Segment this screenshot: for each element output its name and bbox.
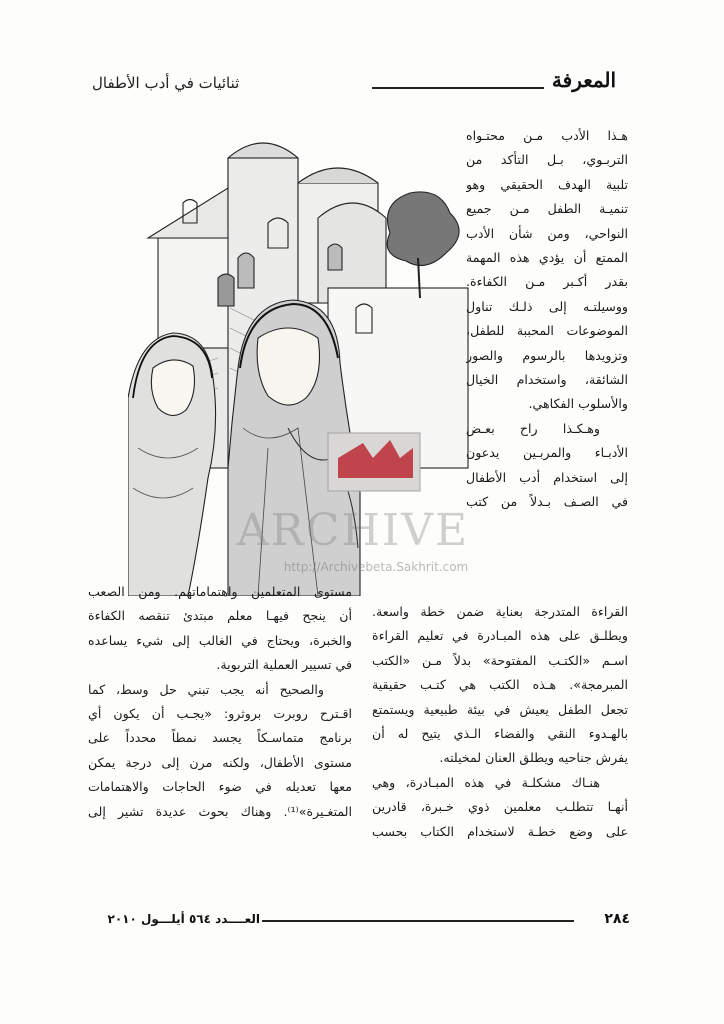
text-line: اسـم «الكتـب المفتوحة» بدلاً مـن «الكتب (372, 652, 628, 668)
text-line: في تسيير العملية التربوية. (216, 657, 352, 673)
text-line: مستوى المتعلمين واهتماماتهم. ومن الصعب (88, 584, 352, 599)
magazine-logo: المعرفة (551, 68, 617, 92)
text-line: مستوى الأطفال، ولكنه مرن إلى درجة يمكن (88, 754, 352, 770)
text-line: بقدر أكـبر مـن الكفاءة. (466, 274, 628, 290)
archive-watermark: ARCHIVE (236, 505, 470, 556)
text-line: ووسيلتـه إلى ذلـك تناول (466, 298, 628, 314)
text-line: الموضوعات المحببة للطفل، (466, 323, 628, 339)
text-line: تنميـة الطفل مـن جميع (466, 201, 628, 217)
text-line: النواحي، ومن شأن الأدب (466, 225, 628, 241)
text-line: والخبرة، ويحتاج في الغالب إلى شيء يساعده (88, 632, 352, 648)
text-line: تلبية الهدف الحقيقي وهو (466, 176, 628, 192)
text-line: معها تعديله في ضوء الحاجات والاهتمامات (88, 779, 352, 795)
text-line: المتغـيرة»⁽¹⁾. وهناك بحوث عديدة تشير إلى (88, 803, 352, 819)
text-column-right-bottom (372, 600, 628, 844)
text-line: وتزويدها بالرسوم والصور (466, 347, 628, 363)
text-line: التربـوي، بـل التأكد من (466, 152, 628, 168)
text-line: والأسلوب الفكاهي. (528, 396, 628, 412)
text-line: في الصـف بـدلاً من كتب (466, 494, 628, 510)
text-line: اقـترح روبرت بروثرو: «يجـب أن يكون أي (88, 706, 352, 722)
text-line: الشائقة، واستخدام الخيال (466, 372, 628, 388)
text-column-right-top (466, 124, 628, 515)
header-rule (372, 87, 544, 89)
text-line: إلى استخدام أدب الأطفال (466, 469, 628, 485)
issue-info: العــــدد ٥٦٤ أيلـــول ٢٠١٠ (107, 912, 260, 926)
text-line: المبرمجة». هـذه الكتب هي كتـب حقيقية (372, 677, 628, 693)
archive-watermark-url: http://Archivebeta.Sakhrit.com (283, 560, 469, 574)
text-line: يفرش جناحيه ويطلق العنان لمخيلته. (439, 750, 628, 766)
text-line: بالهـدوء النقي والفضاء الـذي يتيح له أن (372, 726, 628, 742)
footer-rule (262, 920, 574, 922)
text-line: تجعل الطفل يعيش في بيئة طبيعية ويستمتع (372, 701, 628, 717)
text-line: ويطلـق على هذه المبـادرة في تعليم القراءة (372, 628, 628, 644)
text-line: على وضع خطـة لاستخدام الكتاب بحسب (372, 823, 628, 839)
text-line: أنهـا تتطلـب معلمين ذوي خـبرة، قادرين (372, 799, 628, 815)
text-line: الأدبـاء والمربـين يدعون (466, 445, 628, 461)
text-line: والصحيح أنه يجب تبني حل وسط، كما (88, 681, 324, 697)
text-line: هنـاك مشكلـة في هذه المبـادرة، وهي (372, 774, 600, 790)
text-column-left (88, 580, 352, 824)
text-line: الممتع أن يؤدي هذه المهمة (466, 250, 628, 266)
page-number: ٢٨٤ (604, 911, 630, 927)
running-title: ثنائيات في أدب الأطفال (92, 74, 240, 92)
text-line: القراءة المتدرجة بعناية ضمن خطة واسعة. (372, 604, 628, 619)
text-line: هـذا الأدب مـن محتـواه (466, 128, 628, 143)
text-line: برنامج متماسـكاً يجسد نمطاً محدداً على (88, 730, 352, 746)
text-line: وهـكـذا راح بعـض (466, 420, 600, 436)
text-line: أن ينجح فيهـا معلم مبتدئ تنقصه الكفاءة (88, 608, 352, 624)
